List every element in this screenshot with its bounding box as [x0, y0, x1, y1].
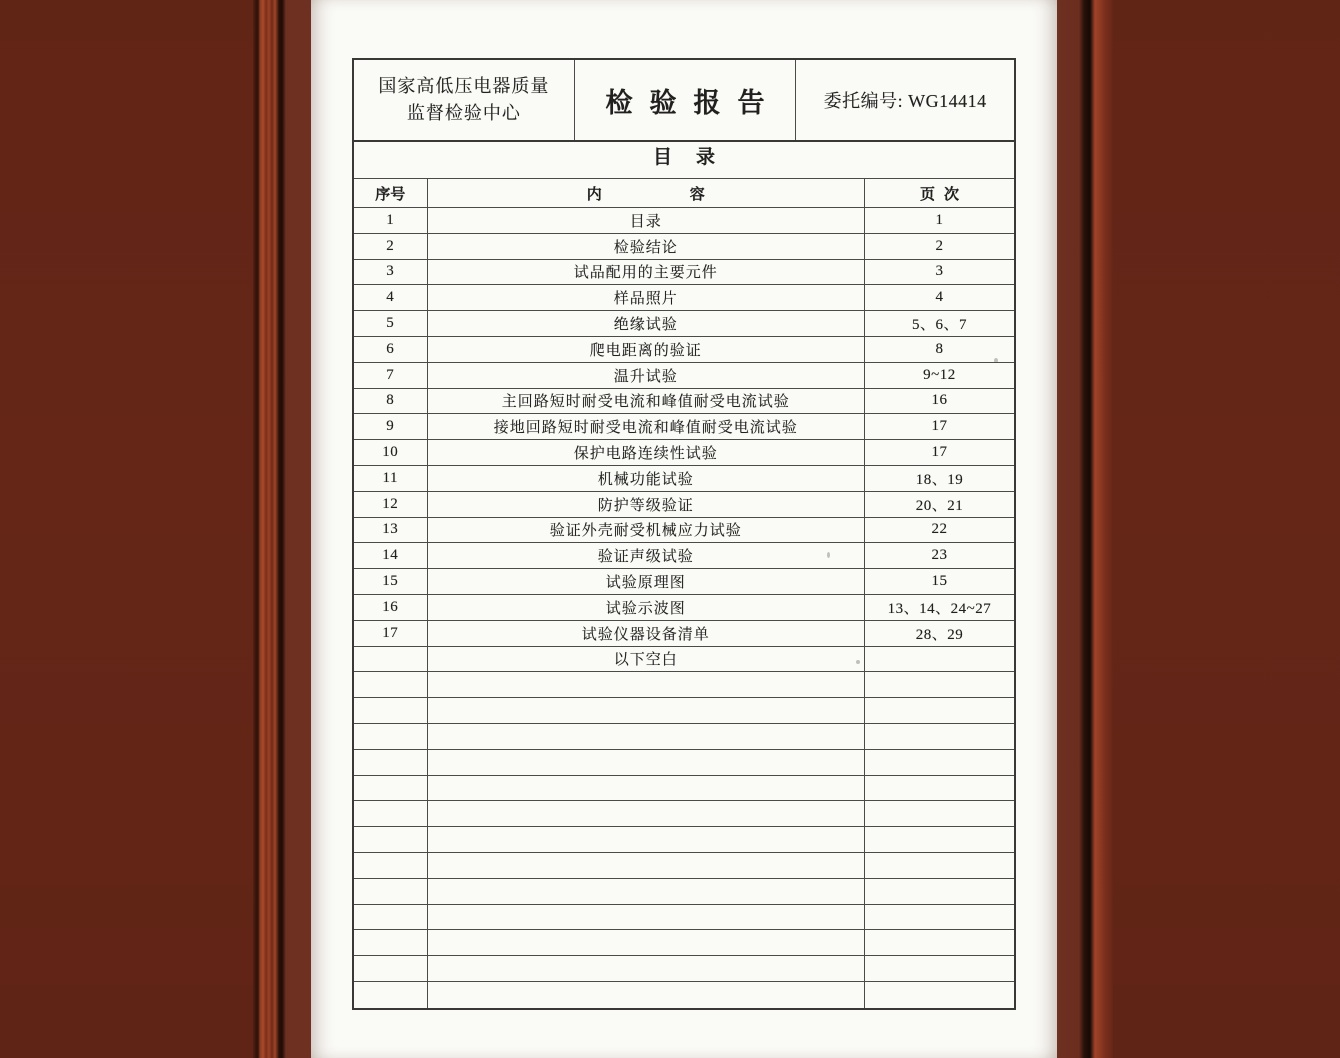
section-title: 目录	[652, 147, 739, 168]
row-index: 3	[354, 260, 428, 285]
row-page	[865, 930, 1014, 955]
row-page: 4	[935, 289, 944, 306]
row-index: 9	[354, 414, 428, 439]
row-content	[428, 750, 865, 775]
toc-row-10	[354, 440, 1014, 466]
row-index: 13	[354, 518, 428, 543]
toc-row-empty	[354, 982, 1014, 1008]
right-frame-shade	[1113, 0, 1340, 1058]
row-page: 3	[935, 263, 944, 280]
toc-row-empty	[354, 930, 1014, 956]
row-page: 5、6、7	[911, 317, 967, 334]
toc-row-empty	[354, 750, 1014, 776]
row-index	[354, 776, 428, 801]
row-content: 防护等级验证	[428, 492, 865, 517]
row-page: 15	[931, 573, 948, 590]
row-index	[354, 672, 428, 697]
toc-row-empty	[354, 672, 1014, 698]
toc-body	[354, 208, 1014, 1008]
row-page: 20、21	[915, 497, 964, 514]
row-index: 7	[354, 363, 428, 388]
right-frame-wood-texture	[1057, 0, 1113, 1058]
row-page: 1	[935, 211, 944, 228]
section-title-row	[354, 142, 1014, 179]
row-index	[354, 879, 428, 904]
toc-row-7	[354, 363, 1014, 389]
row-page	[865, 698, 1014, 723]
row-index: 17	[354, 621, 428, 646]
row-page	[865, 982, 1014, 1008]
document-page	[311, 0, 1057, 1058]
toc-row-5	[354, 311, 1014, 337]
row-index	[354, 698, 428, 723]
toc-row-6	[354, 337, 1014, 363]
toc-row-empty	[354, 801, 1014, 827]
row-page: 2	[935, 237, 944, 254]
toc-row-12	[354, 492, 1014, 518]
row-index: 8	[354, 389, 428, 414]
row-page	[865, 905, 1014, 930]
row-page: 18、19	[915, 471, 964, 488]
row-index: 14	[354, 543, 428, 568]
toc-row-16	[354, 595, 1014, 621]
row-index	[354, 956, 428, 981]
row-content: 绝缘试验	[428, 311, 865, 336]
toc-row-empty	[354, 776, 1014, 802]
toc-row-15	[354, 569, 1014, 595]
row-page	[865, 776, 1014, 801]
toc-row-11	[354, 466, 1014, 492]
row-page: 9~12	[923, 366, 956, 383]
row-index: 4	[354, 285, 428, 310]
row-content	[428, 905, 865, 930]
row-index: 11	[354, 466, 428, 491]
header-org-cell	[354, 60, 575, 140]
row-content: 检验结论	[428, 234, 865, 259]
report-header-row	[354, 60, 1014, 142]
left-frame-wood-texture	[253, 0, 313, 1058]
row-page	[865, 956, 1014, 981]
org-name-line2: 监督检验中心	[406, 103, 521, 123]
toc-row-empty	[354, 698, 1014, 724]
row-index: 2	[354, 234, 428, 259]
row-page	[865, 801, 1014, 826]
toc-column-header-row	[354, 179, 1014, 208]
row-page: 8	[935, 340, 944, 357]
row-page	[865, 853, 1014, 878]
row-content: 温升试验	[428, 363, 865, 388]
row-index: 6	[354, 337, 428, 362]
row-content: 以下空白	[428, 647, 865, 672]
row-content: 试验原理图	[428, 569, 865, 594]
row-page: 17	[931, 444, 948, 461]
row-index	[354, 930, 428, 955]
toc-row-empty	[354, 879, 1014, 905]
row-index	[354, 750, 428, 775]
row-content: 试品配用的主要元件	[428, 260, 865, 285]
row-page	[865, 647, 1014, 672]
commission-number: 委托编号: WG14414	[823, 91, 987, 111]
row-index	[354, 827, 428, 852]
row-index	[354, 724, 428, 749]
row-page: 22	[931, 521, 948, 538]
row-index	[354, 905, 428, 930]
toc-row-empty	[354, 905, 1014, 931]
row-page: 13、14、24~27	[887, 600, 992, 617]
row-content: 保护电路连续性试验	[428, 440, 865, 465]
row-index: 15	[354, 569, 428, 594]
toc-row-empty	[354, 853, 1014, 879]
report-title: 检验报告	[605, 87, 782, 118]
row-index	[354, 801, 428, 826]
row-page: 16	[931, 392, 948, 409]
toc-row-empty	[354, 956, 1014, 982]
row-content	[428, 956, 865, 981]
row-page	[865, 879, 1014, 904]
column-header-index: 序号	[354, 179, 428, 207]
row-content: 验证外壳耐受机械应力试验	[428, 518, 865, 543]
row-content	[428, 930, 865, 955]
toc-row-9	[354, 414, 1014, 440]
column-header-page: 页次	[919, 186, 968, 203]
row-content	[428, 776, 865, 801]
row-content	[428, 672, 865, 697]
row-page	[865, 750, 1014, 775]
toc-row-13	[354, 518, 1014, 544]
row-content	[428, 982, 865, 1008]
row-content	[428, 879, 865, 904]
row-content	[428, 698, 865, 723]
row-page: 23	[931, 547, 948, 564]
row-content	[428, 827, 865, 852]
toc-row-8	[354, 389, 1014, 415]
row-index: 12	[354, 492, 428, 517]
row-page: 17	[931, 418, 948, 435]
row-content	[428, 801, 865, 826]
toc-row-2	[354, 234, 1014, 260]
header-commission-cell	[796, 60, 1014, 140]
report-table	[352, 58, 1016, 1010]
toc-row-empty	[354, 724, 1014, 750]
row-page: 28、29	[915, 626, 964, 643]
row-content: 爬电距离的验证	[428, 337, 865, 362]
row-page	[865, 672, 1014, 697]
row-index	[354, 647, 428, 672]
row-content: 目录	[428, 208, 865, 233]
org-name-line1: 国家高低压电器质量	[378, 76, 550, 96]
row-content: 试验仪器设备清单	[428, 621, 865, 646]
row-index	[354, 853, 428, 878]
toc-row-empty	[354, 827, 1014, 853]
row-content	[428, 724, 865, 749]
toc-row-17	[354, 621, 1014, 647]
row-index: 1	[354, 208, 428, 233]
row-content: 样品照片	[428, 285, 865, 310]
toc-row-18	[354, 647, 1014, 673]
row-content	[428, 853, 865, 878]
row-content: 接地回路短时耐受电流和峰值耐受电流试验	[428, 414, 865, 439]
row-index	[354, 982, 428, 1008]
row-content: 主回路短时耐受电流和峰值耐受电流试验	[428, 389, 865, 414]
toc-row-1	[354, 208, 1014, 234]
header-title-cell	[575, 60, 797, 140]
toc-row-4	[354, 285, 1014, 311]
row-content: 试验示波图	[428, 595, 865, 620]
toc-row-3	[354, 260, 1014, 286]
row-content: 机械功能试验	[428, 466, 865, 491]
row-index: 5	[354, 311, 428, 336]
row-page	[865, 827, 1014, 852]
toc-row-14	[354, 543, 1014, 569]
column-header-content: 内容	[428, 179, 865, 207]
row-content: 验证声级试验	[428, 543, 865, 568]
row-index: 16	[354, 595, 428, 620]
left-frame-shade	[0, 0, 253, 1058]
row-index: 10	[354, 440, 428, 465]
row-page	[865, 724, 1014, 749]
